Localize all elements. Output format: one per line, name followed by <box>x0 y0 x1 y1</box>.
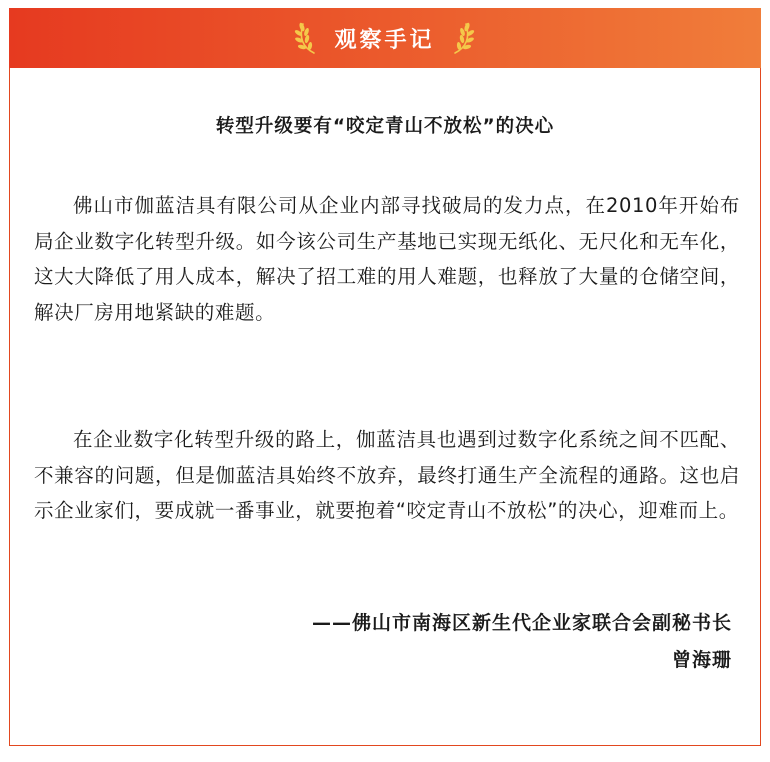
banner-content <box>294 21 474 55</box>
banner-title: 观察手记 <box>334 27 435 53</box>
header-banner <box>9 8 761 68</box>
laurel-left-icon <box>294 21 320 55</box>
note-card <box>9 8 761 746</box>
article-paragraph-2: 在企业数字化转型升级的路上，伽蓝洁具也遇到过数字化系统之间不匹配、不兼容的问题，但是伽蓝洁具始终不放弃，最终打通生产全流程的通路。这也启示企业家们，要成就一番事业，就要抱着“咬定青山不放松”的决心，迎难而上。 <box>34 428 740 523</box>
signature-name: 曾海珊 <box>671 649 732 671</box>
article-headline: 转型升级要有“咬定青山不放松”的决心 <box>215 116 555 137</box>
article-paragraph-1: 佛山市伽蓝洁具有限公司从企业内部寻找破局的发力点，在2010年开始布局企业数字化转型升级。如今该公司生产基地已实现无纸化、无尺化和无车化，这大大降低了用人成本，解决了招工难的用人难题，也释放了大量的仓储空间，解决厂房用地紧缺的难题。 <box>34 194 740 324</box>
laurel-right-icon <box>449 21 475 55</box>
signature-organization: ——佛山市南海区新生代企业家联合会副秘书长 <box>311 612 732 634</box>
